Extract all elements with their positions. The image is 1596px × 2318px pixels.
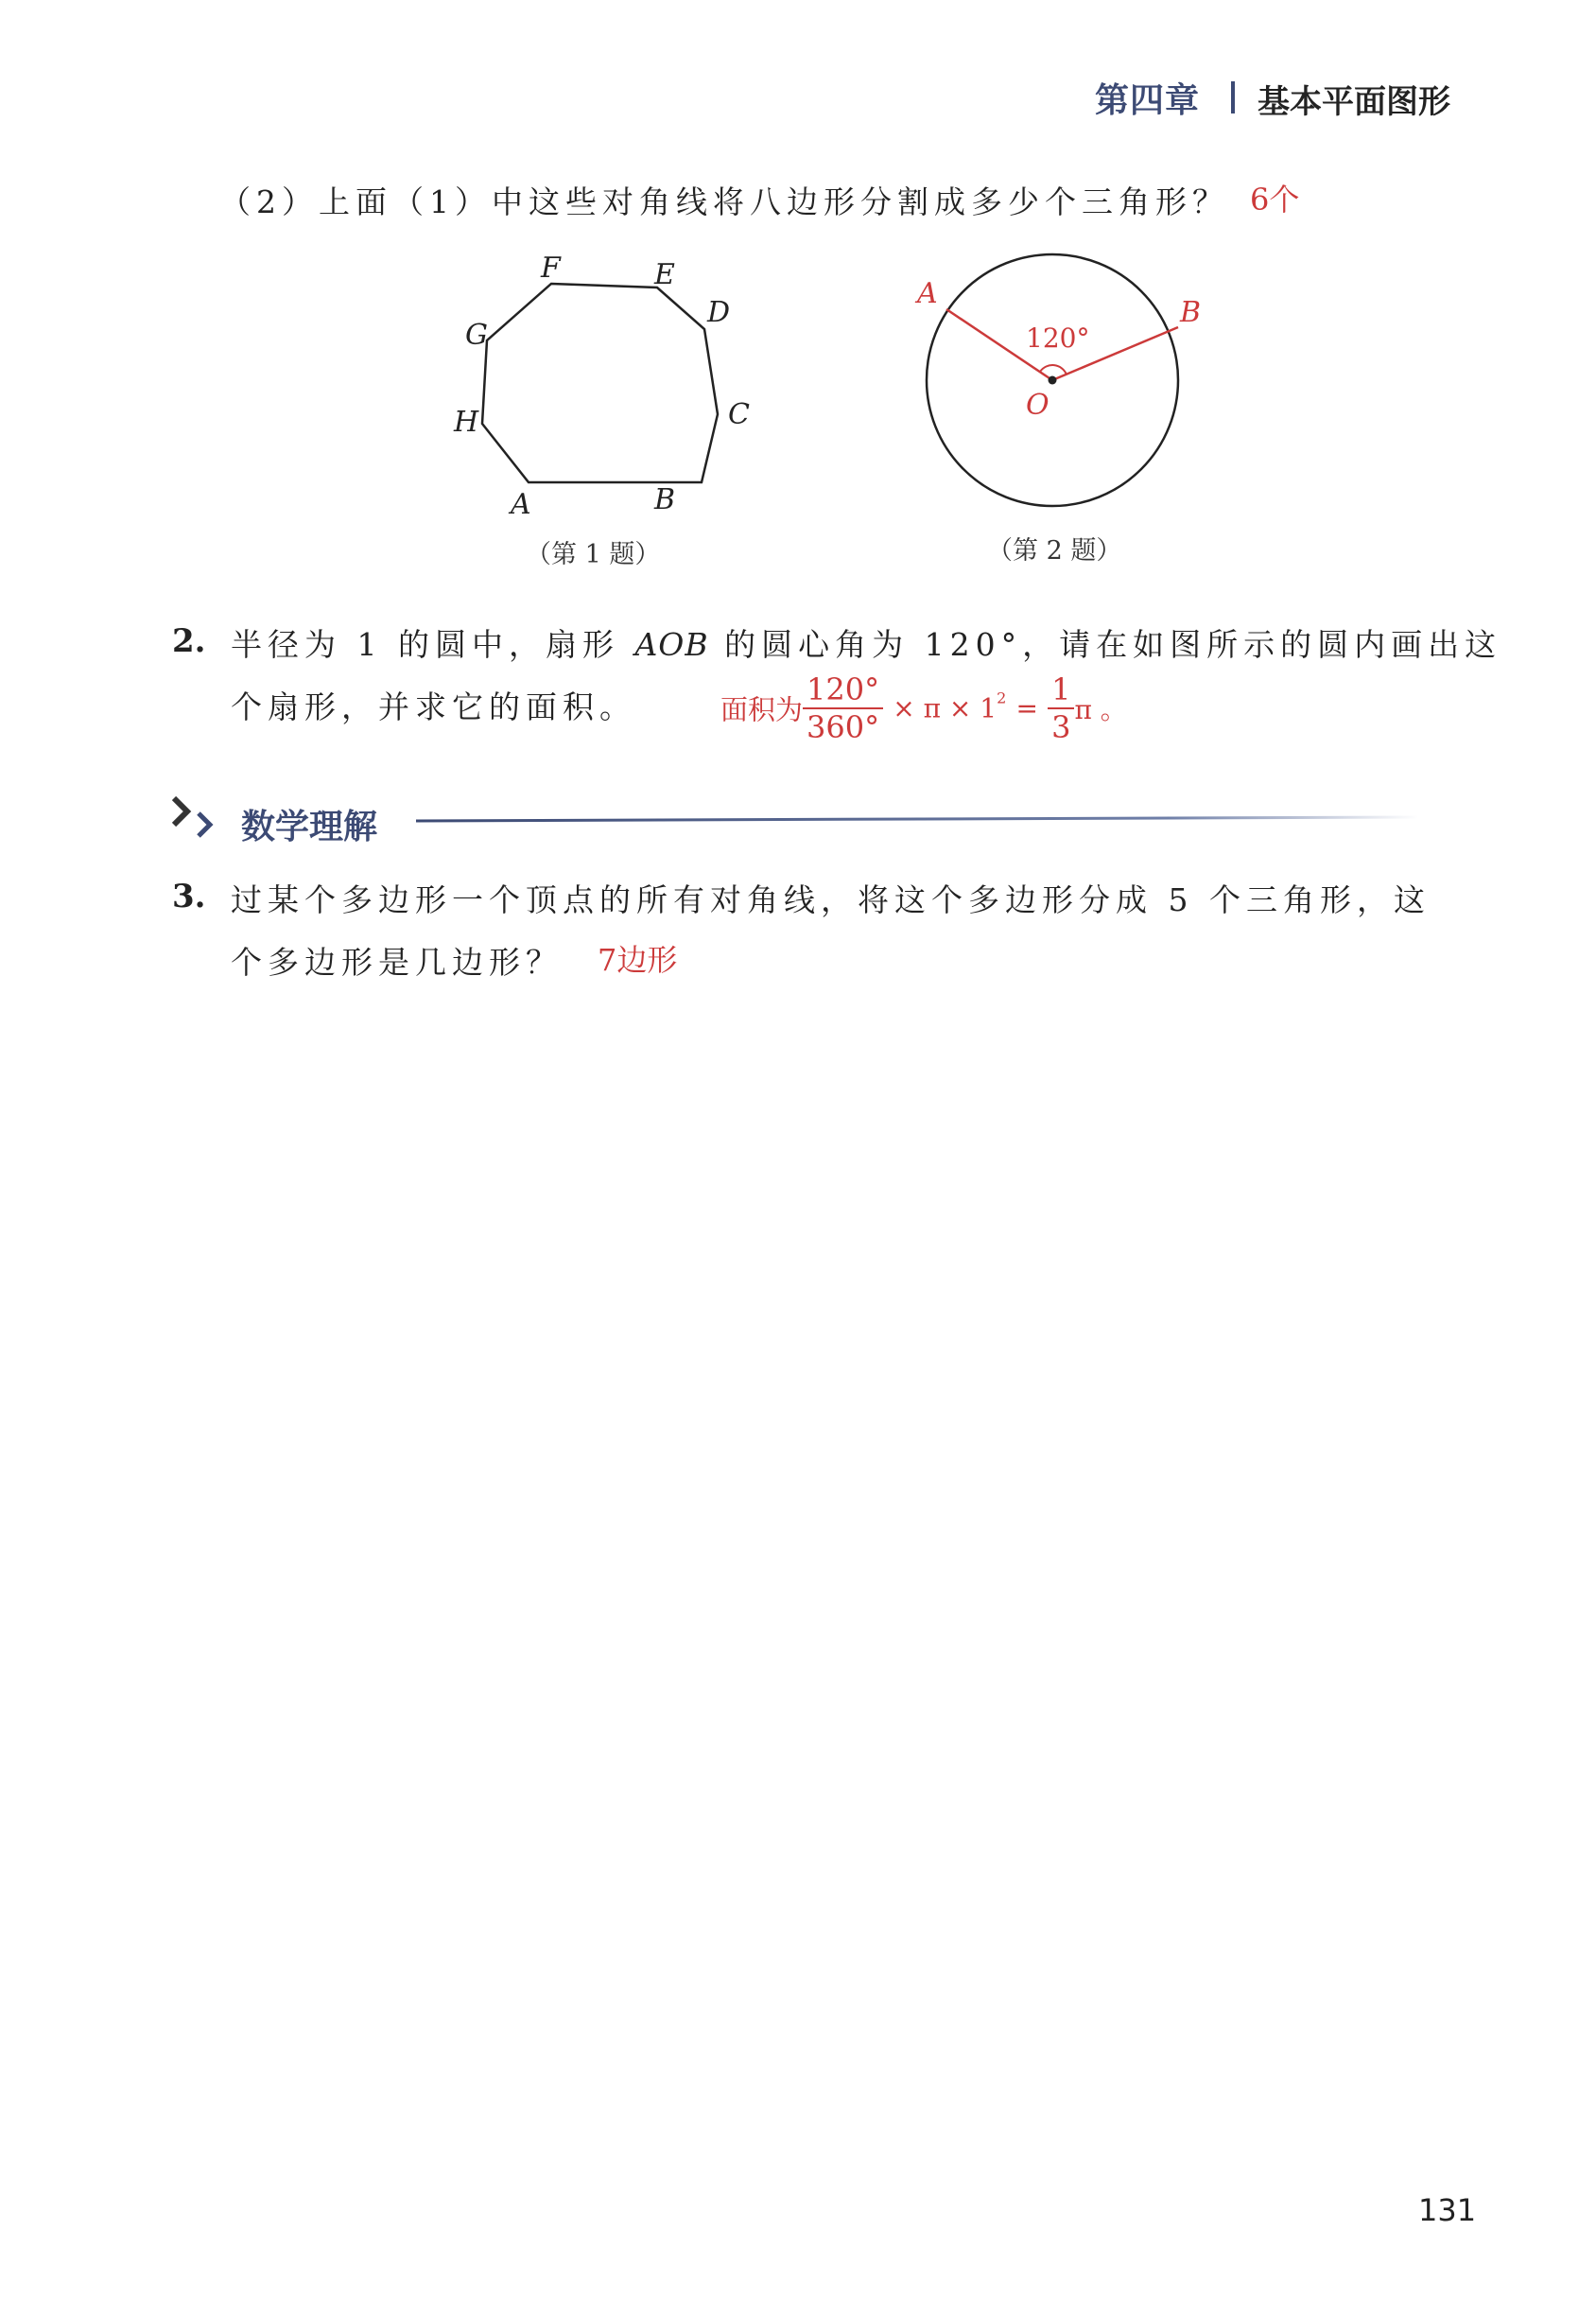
question-1-2-answer: 6个 [1250,182,1300,218]
point-label-o: O [1026,389,1050,422]
question-2-line2: 个扇形，并求它的面积。 [231,688,636,725]
point-label-a: A [917,277,938,310]
answer-exponent: 2 [997,688,1007,707]
question-2-line1-a: 半径为 1 的圆中，扇形 [231,626,635,663]
header-divider [1231,81,1235,113]
vertex-label-b: B [654,483,676,516]
figure-2-caption: （第 2 题） [987,536,1122,566]
section-divider-line [416,817,1418,821]
chevron-right-icon [174,798,187,825]
chapter-label: 第四章 [1095,81,1201,120]
figure-1-caption: （第 1 题） [526,540,661,569]
answer-equals: = [1015,692,1038,724]
fraction-angle-denominator: 360° [807,709,880,745]
fraction-angle [803,671,883,745]
vertex-label-g: G [465,319,488,352]
vertex-label-a: A [511,488,531,520]
question-3-line2: 个多边形是几边形？ [231,944,563,981]
circle-figure [889,246,1210,530]
question-2-line1 [231,620,1501,665]
fraction-result-numerator: 1 [1048,671,1074,709]
vertex-label-e: E [654,258,675,291]
page-number: 131 [1418,2192,1477,2228]
answer-middle: × π × 1 [893,692,998,724]
question-2-line1-b: 的圆心角为 120°，请在如图所示的圆内画出这 [708,626,1502,663]
angle-arc [1040,365,1067,375]
fraction-result [1048,671,1074,745]
answer-suffix: π 。 [1074,694,1127,725]
chapter-title: 基本平面图形 [1258,83,1450,121]
question-2-answer [720,671,1127,745]
point-label-b: B [1180,296,1202,329]
chevron-right-small-icon [199,813,210,836]
fraction-result-denominator: 3 [1051,709,1071,745]
vertex-label-f: F [541,252,561,285]
center-point [1049,376,1057,385]
fraction-angle-numerator: 120° [803,671,883,709]
question-2-number: 2. [172,622,206,660]
vertex-label-c: C [728,398,750,431]
vertex-label-d: D [707,296,731,329]
octagon-figure [435,246,775,520]
answer-prefix: 面积为 [720,693,804,726]
angle-label: 120° [1026,322,1090,354]
question-1-2-text: （2）上面（1）中这些对角线将八边形分割成多少个三角形？ [219,183,1229,220]
vertex-label-h: H [454,406,479,439]
section-title: 数学理解 [241,808,378,846]
question-3-number: 3. [172,878,206,915]
sector-name: AOB [634,626,709,663]
octagon-shape [482,284,718,482]
question-3-line1: 过某个多边形一个顶点的所有对角线，将这个多边形分成 5 个三角形，这 [231,881,1431,918]
question-3-answer: 7边形 [598,942,678,978]
